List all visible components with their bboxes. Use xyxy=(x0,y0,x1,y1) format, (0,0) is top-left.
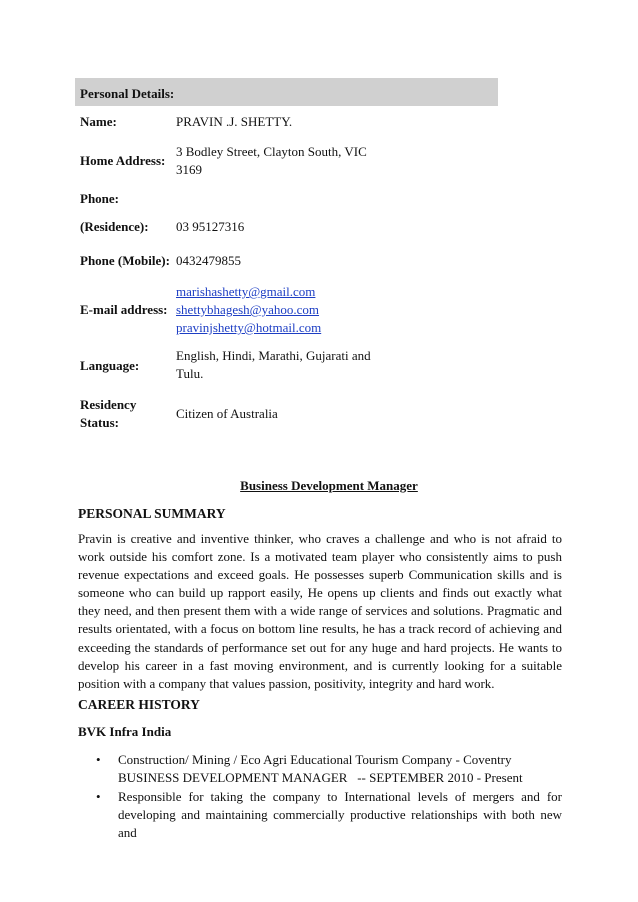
residency-label-line-2: Status: xyxy=(80,415,120,430)
career-bullet-list xyxy=(96,751,562,843)
company-name: BVK Infra India xyxy=(78,724,172,739)
mobile-label: Phone (Mobile): xyxy=(80,253,170,268)
phone-label: Phone: xyxy=(80,191,119,206)
residence-value: 03 95127316 xyxy=(176,219,245,234)
residency-label-line-1: Residency xyxy=(80,397,137,412)
email-link-3[interactable]: pravinjshetty@hotmail.com xyxy=(176,320,322,335)
language-line-1: English, Hindi, Marathi, Gujarati and xyxy=(176,348,371,363)
email-link-1[interactable]: marishashetty@gmail.com xyxy=(176,284,316,299)
bullet-icon: • xyxy=(96,789,101,804)
language-value xyxy=(176,347,386,383)
address-line-1: 3 Bodley Street, Clayton South, VIC xyxy=(176,144,367,159)
name-label: Name: xyxy=(80,114,117,129)
career-bullet-2-text: Responsible for taking the company to International levels of mergers and for developing and maintaining commercially productive relationships with both new and xyxy=(118,789,562,840)
language-line-2: Tulu. xyxy=(176,366,204,381)
mobile-value: 0432479855 xyxy=(176,253,241,268)
email-label: E-mail address: xyxy=(80,302,168,317)
language-label: Language: xyxy=(80,358,140,373)
job-title-text: Business Development Manager xyxy=(240,478,418,493)
residence-label: (Residence): xyxy=(80,219,149,234)
email-list xyxy=(176,283,396,337)
residency-label xyxy=(80,396,136,432)
personal-summary-text: Pravin is creative and inventive thinker, who craves a challenge and who is not afraid to work outside his comfort zone. Is a motivated team player who consistently aims to push revenue expectations and exceed goals. He possesses superb Communication skills and is someone who can build up rapport easily, He opens up clients and finds out exactly what they need, and then present them with a wide range of services and solutions. Pragmatic and results orientated, with a focus on bottom line results, he has a track record of achieving and exceeding the standards of performance set out for any huge and hard projects. He wants to develop his career in a fast moving environment, and is currently looking for a suitable position with a company that values passion, positivity, integrity and hard work. xyxy=(78,531,562,691)
job-title xyxy=(0,478,638,494)
address-value xyxy=(176,143,386,179)
career-bullet-1-line-1: Construction/ Mining / Eco Agri Educational Tourism Company - Coventry xyxy=(118,752,512,767)
personal-summary-heading: PERSONAL SUMMARY xyxy=(78,506,226,521)
address-line-2: 3169 xyxy=(176,162,202,177)
career-bullet-2 xyxy=(96,788,562,842)
career-history-heading: CAREER HISTORY xyxy=(78,697,200,712)
career-bullet-1-line-2: BUSINESS DEVELOPMENT MANAGER -- SEPTEMBER 2010 - Present xyxy=(118,770,523,785)
email-link-2[interactable]: shettybhagesh@yahoo.com xyxy=(176,302,320,317)
bullet-icon: • xyxy=(96,752,101,767)
name-value: PRAVIN .J. SHETTY. xyxy=(176,114,293,129)
address-label: Home Address: xyxy=(80,153,166,168)
residency-value: Citizen of Australia xyxy=(176,406,278,421)
career-bullet-1 xyxy=(96,751,562,787)
personal-details-header: Personal Details: xyxy=(75,78,498,106)
